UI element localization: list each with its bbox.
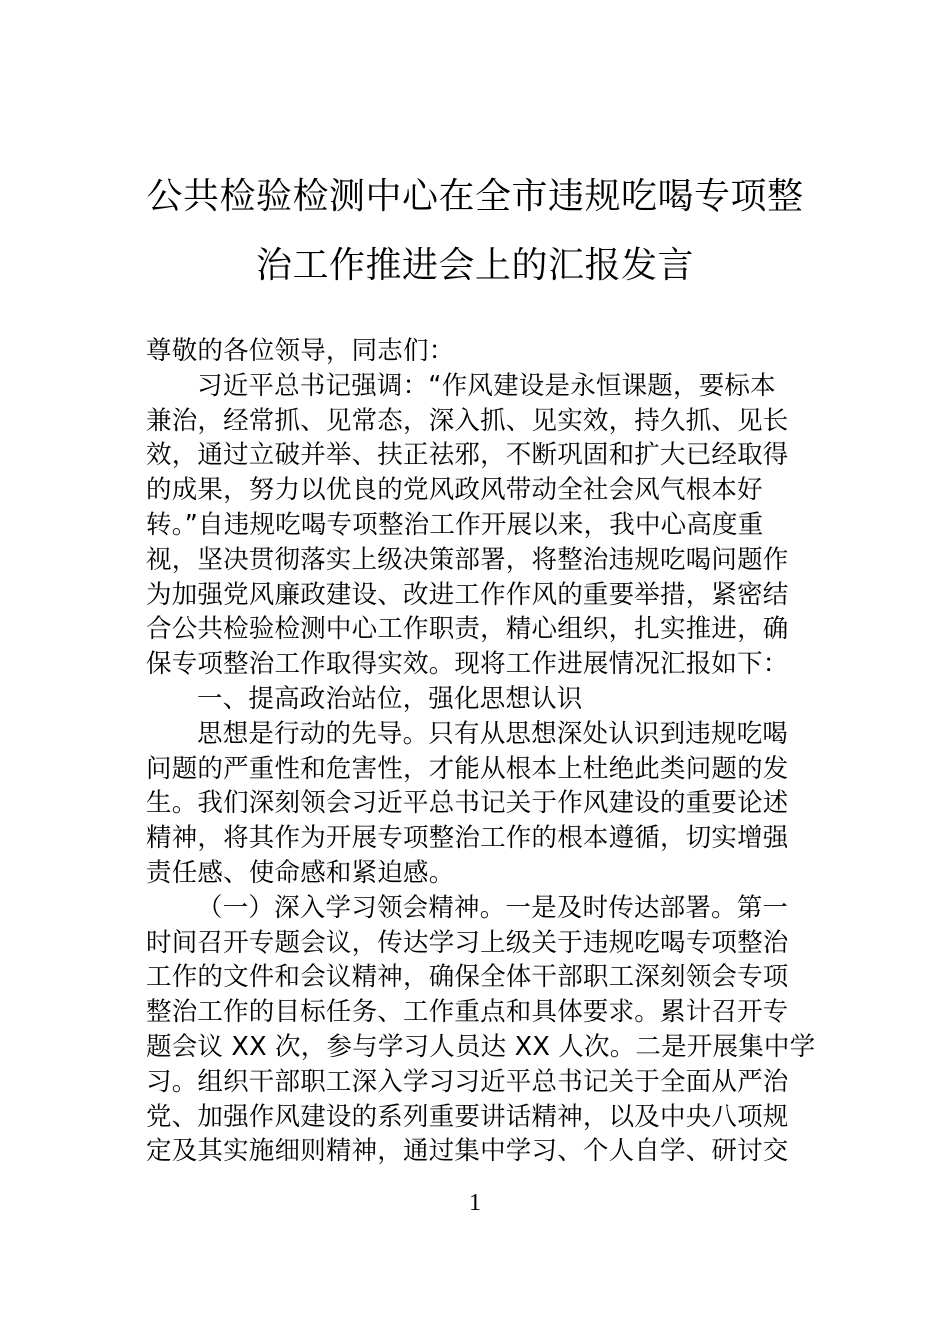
body-line: 的成果，努力以优良的党风政风带动全社会风气根本好 <box>146 475 763 506</box>
body-line: 精神，将其作为开展专项整治工作的根本遵循，切实增强 <box>146 823 789 854</box>
page-number: 1 <box>469 1190 481 1216</box>
body-line: 视，坚决贯彻落实上级决策部署，将整治违规吃喝问题作 <box>146 544 789 575</box>
document-body <box>146 334 816 1169</box>
body-line: 保专项整治工作取得实效。现将工作进展情况汇报如下： <box>146 649 789 680</box>
body-line: 生。我们深刻领会习近平总书记关于作风建设的重要论述 <box>146 788 789 819</box>
salutation: 尊敬的各位领导，同志们： <box>146 336 455 366</box>
body-line: 定及其实施细则精神，通过集中学习、个人自学、研讨交 <box>146 1136 789 1167</box>
body-line: 效，通过立破并举、扶正祛邪，不断巩固和扩大已经取得 <box>146 440 789 471</box>
body-line: 责任感、使命感和紧迫感。 <box>146 857 455 888</box>
body-line: 问题的严重性和危害性，才能从根本上杜绝此类问题的发 <box>146 753 789 784</box>
body-line: 兼治，经常抓、见常态，深入抓、见实效，持久抓、见长 <box>146 405 789 436</box>
body-line: 时间召开专题会议，传达学习上级关于违规吃喝专项整治 <box>146 927 789 958</box>
body-line: 党、加强作风建设的系列重要讲话精神，以及中央八项规 <box>146 1101 789 1132</box>
body-line: 转。”自违规吃喝专项整治工作开展以来，我中心高度重 <box>146 509 764 540</box>
body-line: 习。组织干部职工深入学习习近平总书记关于全面从严治 <box>146 1066 789 1097</box>
body-line: 整治工作的目标任务、工作重点和具体要求。累计召开专 <box>146 997 789 1028</box>
body-line: 习近平总书记强调：“作风建设是永恒课题，要标本 <box>197 370 776 401</box>
section-heading: 一、提高政治站位，强化思想认识 <box>197 683 583 714</box>
body-line: 思想是行动的先导。只有从思想深处认识到违规吃喝 <box>197 718 789 749</box>
document-title-line-2: 治工作推进会上的汇报发言 <box>255 245 694 286</box>
body-line: 工作的文件和会议精神，确保全体干部职工深刻领会专项 <box>146 962 789 993</box>
body-line: 为加强党风廉政建设、改进工作作风的重要举措，紧密结 <box>146 579 789 610</box>
document-title-line-1: 公共检验检测中心在全市违规吃喝专项整 <box>146 176 804 217</box>
body-line: 合公共检验检测中心工作职责，精心组织，扎实推进，确 <box>146 614 789 645</box>
subsection-line: （一）深入学习领会精神。一是及时传达部署。第一 <box>197 892 789 923</box>
body-line: 题会议 XX 次，参与学习人员达 XX 人次。二是开展集中学 <box>146 1031 816 1062</box>
